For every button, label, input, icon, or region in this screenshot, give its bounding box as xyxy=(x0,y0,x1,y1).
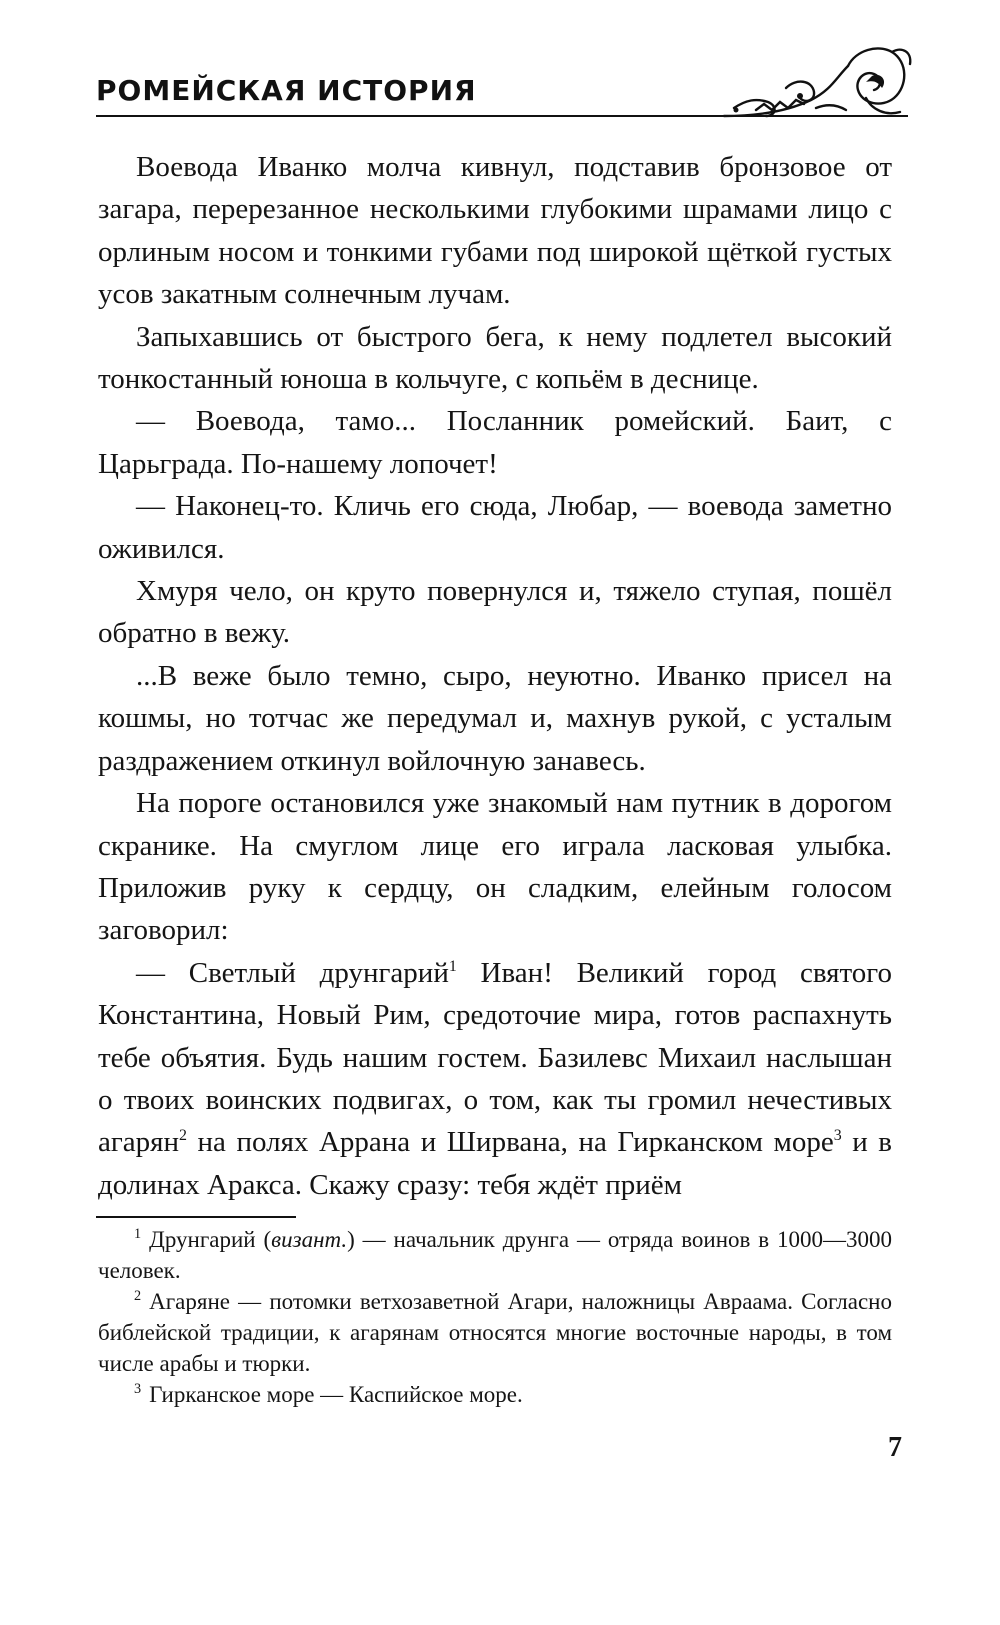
text-run: — Светлый друнгарий xyxy=(136,956,449,989)
footnote-number: 2 xyxy=(134,1288,142,1305)
running-header xyxy=(96,38,908,122)
text-run: и в долинах Аракса. Скажу сразу: тебя ждёт приём xyxy=(98,1126,892,1201)
paragraph: На пороге остановился уже знакомый нам путник в дорогом скранике. На смуглом лице его играла ласковая улыбка. Приложив руку к сердцу, он сладким, елейным голосом заговорил: xyxy=(98,787,892,947)
paragraph: — Наконец-то. Кличь его сюда, Любар, — воевода заметно оживился. xyxy=(98,490,892,565)
footnote-1 xyxy=(98,1224,892,1286)
footnote-3 xyxy=(98,1379,892,1410)
footnote-text: Агаряне — потомки ветхозаветной Агари, наложницы Авраама. Согласно библейской традиции, к агарянам относятся многие восточные народы, в том числе арабы и тюрки. xyxy=(98,1289,892,1376)
footnote-number: 1 xyxy=(134,1226,142,1243)
footnote-text: ) — начальник друнга — отряда воинов в 1000—3000 человек. xyxy=(98,1227,892,1283)
footnote-text: Друнгарий ( xyxy=(149,1227,272,1252)
paragraph: Воевода Иванко молча кивнул, подставив бронзовое от загара, перерезанное несколькими глубокими шрамами лицо с орлиным носом и тонкими губами под широкой щёткой густых усов закатным солнечным лучам. xyxy=(98,151,892,311)
page-number: 7 xyxy=(888,1432,902,1463)
footnote-ref-2[interactable]: 2 xyxy=(179,1127,187,1145)
footnote-italic: визант. xyxy=(271,1227,348,1252)
text-run: Иван! Великий город святого Константина, Новый Рим, средоточие мира, готов распахнуть тебе объятия. Будь нашим гостем. Базилевс Михаил наслышан о твоих воинских подвигах, о том, как ты громил нечестивых агарян xyxy=(98,956,892,1159)
footnotes xyxy=(98,1224,892,1410)
footnote-ref-3[interactable]: 3 xyxy=(833,1127,842,1145)
main-text xyxy=(98,146,892,1206)
paragraph: Запыхавшись от быстрого бега, к нему подлетел высокий тонкостанный юноша в кольчуге, с копьём в деснице. xyxy=(98,320,892,396)
scroll-ornament-icon xyxy=(716,38,916,122)
paragraph xyxy=(98,952,892,1206)
running-title: РОМЕЙСКАЯ ИСТОРИЯ xyxy=(96,74,477,107)
paragraph: Хмуря чело, он круто повернулся и, тяжело ступая, пошёл обратно в вежу. xyxy=(98,575,892,650)
paragraph: — Воевода, тамо... Посланник ромейский. Баит, с Царьграда. По-нашему лопочет! xyxy=(98,405,892,480)
text-run: на полях Аррана и Ширвана, на Гирканском море xyxy=(186,1126,834,1159)
footnote-separator xyxy=(96,1216,296,1218)
paragraph: ...В веже было темно, сыро, неуютно. Иванко присел на кошмы, но тотчас же передумал и, махнув рукой, с усталым раздражением откинул войлочную занавесь. xyxy=(98,659,892,777)
footnote-2 xyxy=(98,1286,892,1379)
footnote-number: 3 xyxy=(134,1381,142,1398)
footnote-text: Гирканское море — Каспийское море. xyxy=(149,1382,523,1407)
footnote-ref-1[interactable]: 1 xyxy=(448,957,457,975)
